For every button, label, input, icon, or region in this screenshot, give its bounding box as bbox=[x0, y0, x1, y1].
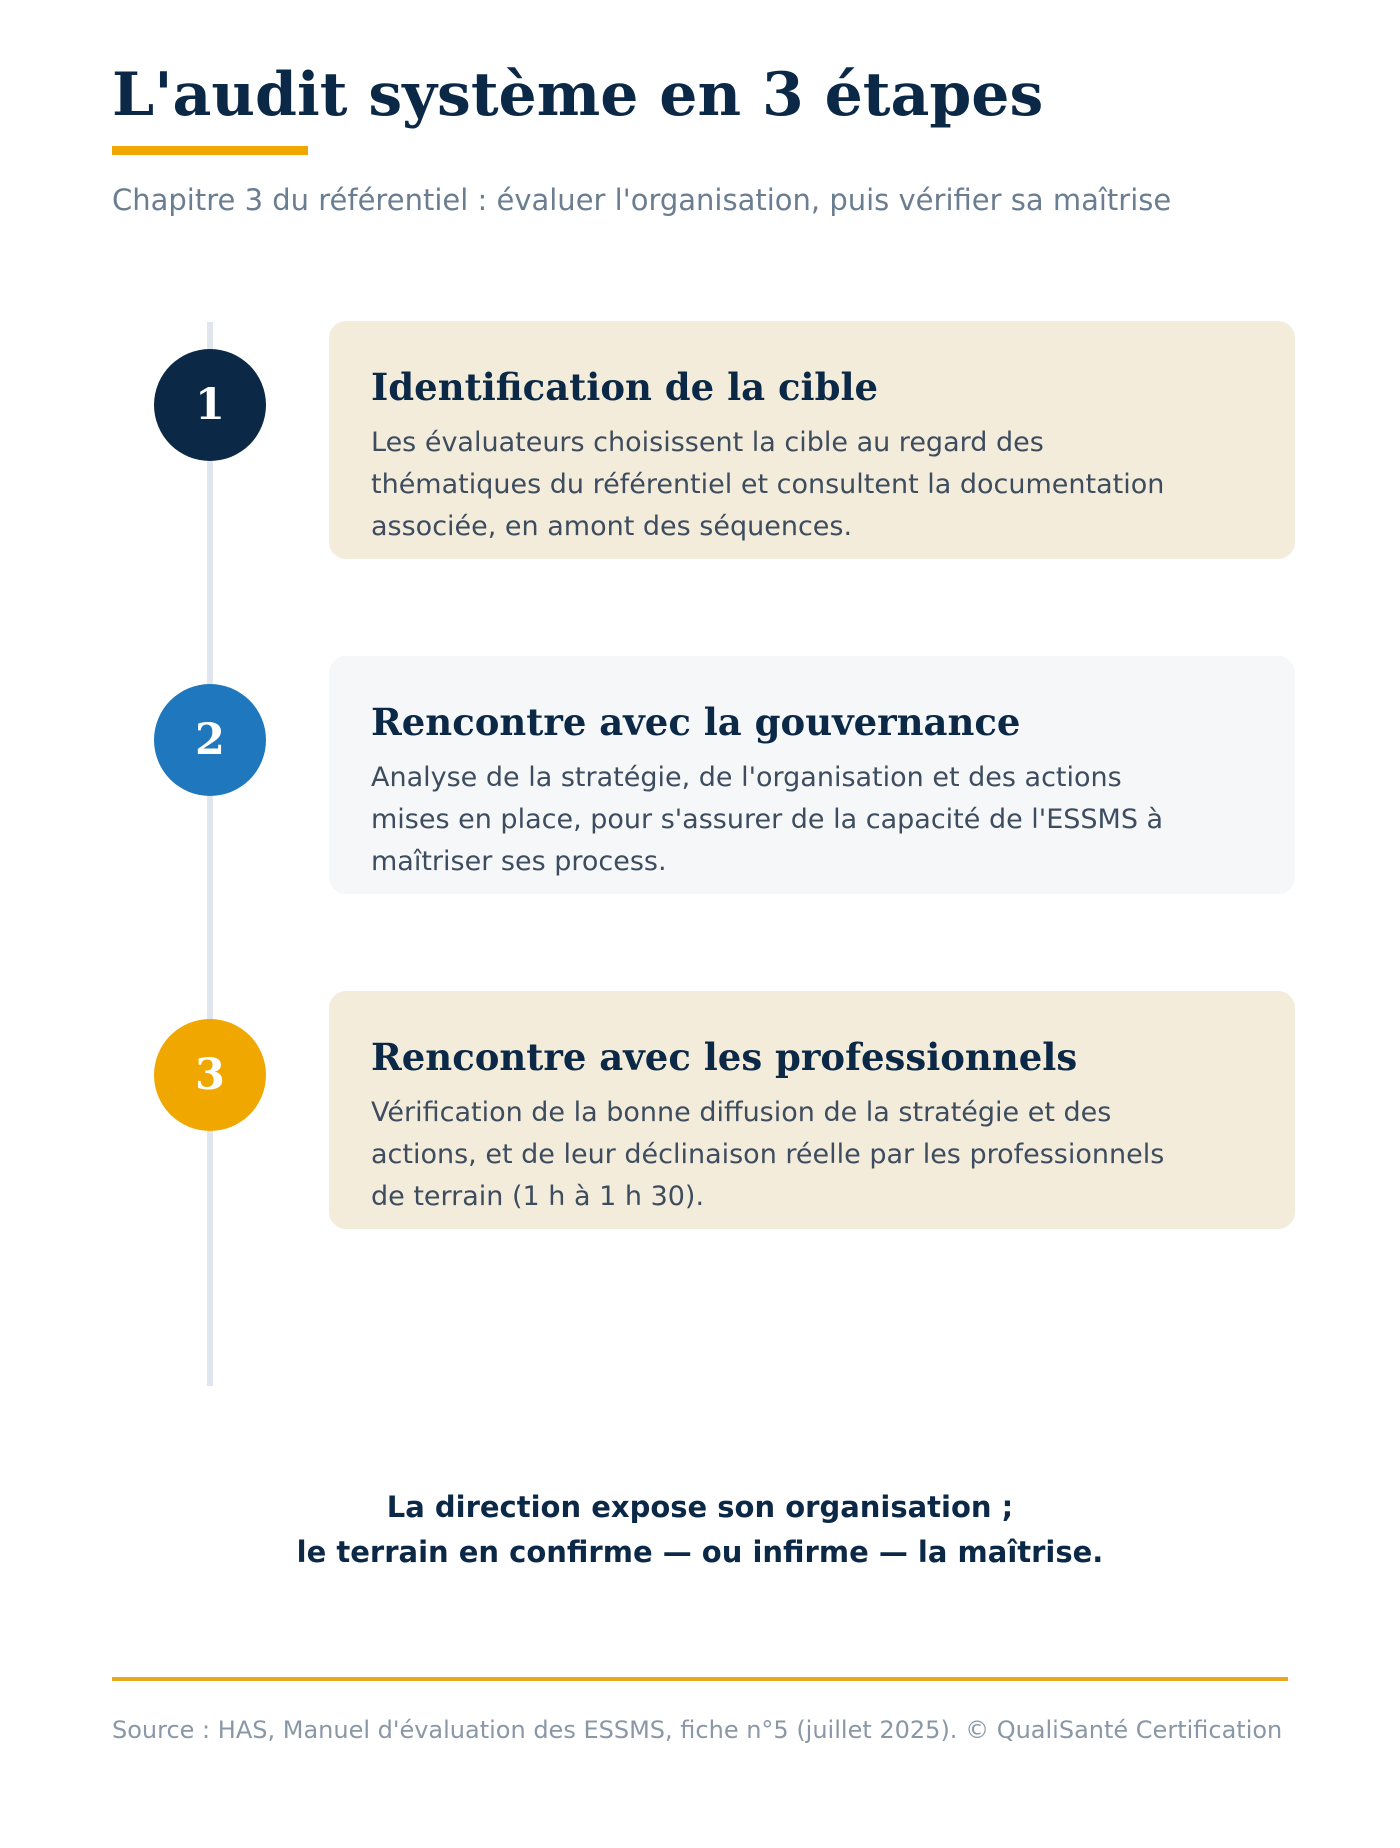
footer-rule bbox=[112, 1677, 1288, 1681]
step-2-card bbox=[329, 656, 1295, 894]
closing-statement-line-1: La direction expose son organisation ; bbox=[386, 1490, 1014, 1524]
source-footnote: Source : HAS, Manuel d'évaluation des ESSMS, fiche n°5 (juillet 2025). © QualiSanté Certification bbox=[112, 1716, 1283, 1744]
closing-statement-line-2: le terrain en confirme — ou infirme — la maîtrise. bbox=[296, 1535, 1104, 1569]
title-underline bbox=[112, 146, 308, 155]
step-2-number-circle: 2 bbox=[154, 684, 266, 796]
step-1-title: Identification de la cible bbox=[371, 365, 879, 409]
step-2-title: Rencontre avec la gouvernance bbox=[371, 700, 1021, 744]
step-3-description: Vérification de la bonne diffusion de la stratégie et des actions, et de leur déclinaison réelle par les professionnels de terrain (1 h à 1 h 30). bbox=[371, 1097, 1165, 1212]
page-subtitle: Chapitre 3 du référentiel : évaluer l'organisation, puis vérifier sa maîtrise bbox=[112, 183, 1172, 217]
step-1-description: Les évaluateurs choisissent la cible au regard des thématiques du référentiel et consultent la documentation associée, en amont des séquences. bbox=[371, 427, 1165, 542]
step-1-number-circle: 1 bbox=[154, 349, 266, 461]
step-2-description: Analyse de la stratégie, de l'organisation et des actions mises en place, pour s'assurer de la capacité de l'ESSMS à maîtriser ses process. bbox=[371, 762, 1164, 877]
step-1-card bbox=[329, 321, 1295, 559]
step-3-number-circle: 3 bbox=[154, 1019, 266, 1131]
step-3-title: Rencontre avec les professionnels bbox=[371, 1035, 1078, 1079]
page-title: L'audit système en 3 étapes bbox=[112, 60, 1044, 130]
timeline-line bbox=[207, 322, 213, 1386]
step-3-card bbox=[329, 991, 1295, 1229]
